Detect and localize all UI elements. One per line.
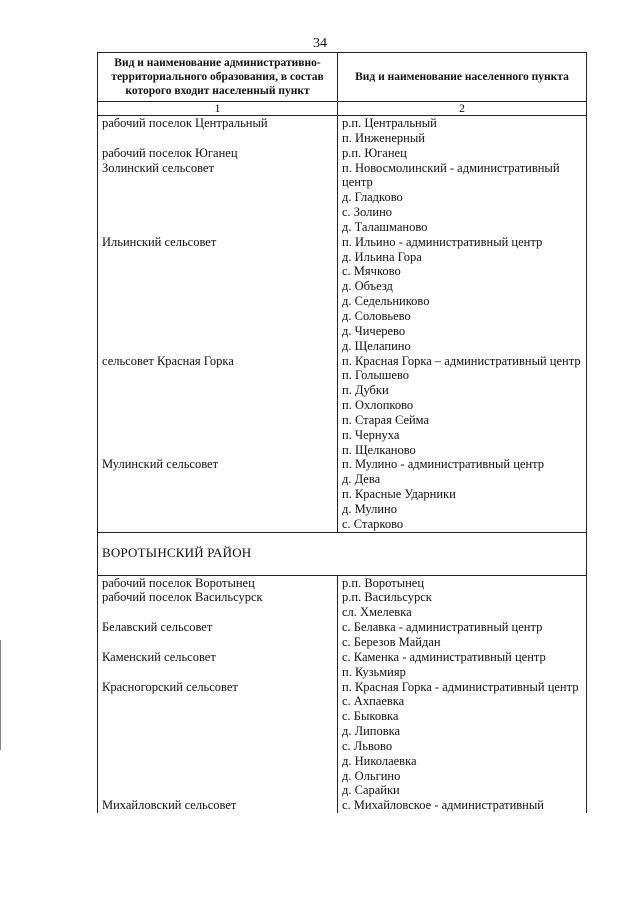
entity-name: Михайловский сельсовет [102,798,237,813]
entity-cell [98,457,338,532]
settlement-name: д. Мулино [342,501,397,516]
entity-cell [98,161,338,235]
settlement-name: д. Талашманово [342,219,428,234]
settlement-name: сл. Хмелевка [342,605,412,620]
settlement-name: д. Соловьево [342,308,411,323]
settlement-name: с. Быковка [342,709,399,724]
column-number-row [98,102,587,116]
settlement-name: п. Красная Горка – административный центр [342,353,581,368]
settlement-name: с. Золино [342,205,393,220]
region-row [98,532,587,575]
settlement-name: п. Красные Ударники [342,487,456,502]
settlement-name: п. Щелканово [342,442,416,457]
entity-name: рабочий поселок Юганец [102,145,238,160]
settlement-name: р.п. Центральный [342,116,437,130]
table-row [98,146,587,161]
settlement-name: с. Каменка - административный центр [342,649,546,664]
table-header-row [98,53,587,102]
settlement-name: д. Липовка [342,724,401,739]
settlements-cell [338,620,587,650]
entity-name: рабочий поселок Воротынец [102,575,255,590]
table-row [98,161,587,235]
settlement-name: п. Охлопково [342,398,414,413]
settlement-name: с. Львово [342,738,393,753]
settlement-name: д. Чичерево [342,323,406,338]
settlements-cell [338,116,587,146]
entity-cell [98,575,338,590]
settlement-name: р.п. Юганец [342,145,407,160]
settlements-table [97,52,587,813]
entity-cell [98,235,338,354]
settlements-cell [338,590,587,620]
settlement-name: п. Кузьмияр [342,664,406,679]
entity-name: Золинский сельсовет [102,160,214,175]
settlement-name: п. Дубки [342,383,389,398]
settlement-name: д. Сарайки [342,783,400,798]
settlement-name: с. Мячково [342,264,401,279]
settlement-name: п. Голышево [342,368,410,383]
settlement-name: р.п. Воротынец [342,575,425,590]
settlement-name: п. Новосмолинский - административный центр [342,160,560,190]
settlement-name: п. Старая Сейма [342,412,430,427]
settlement-name: п. Чернуха [342,427,400,442]
settlement-name: п. Инженерный [342,130,425,145]
entity-cell [98,620,338,650]
table-row [98,650,587,680]
table-row [98,235,587,354]
column-number-2: 2 [338,102,587,116]
table-row [98,620,587,650]
settlement-name: р.п. Васильсурск [342,590,432,605]
settlement-name: д. Ольгино [342,768,401,783]
entity-name: рабочий поселок Васильсурск [102,590,263,605]
header-col2: Вид и наименование населенного пункта [338,53,587,102]
settlement-name: с. Старково [342,516,404,531]
column-number-1: 1 [98,102,338,116]
entity-name: Белавский сельсовет [102,620,213,635]
entity-cell [98,650,338,680]
settlements-cell [338,354,587,458]
settlement-name: д. Ильина Гора [342,249,422,264]
scan-edge-mark [0,640,1,750]
entity-name: сельсовет Красная Горка [102,353,234,368]
settlement-name: п. Ильино - административный центр [342,234,543,249]
settlements-cell [338,161,587,235]
settlements-cell [338,650,587,680]
table-row [98,590,587,620]
settlement-name: д. Объезд [342,279,393,294]
entity-cell [98,354,338,458]
entity-cell [98,680,338,799]
entity-name: Мулинский сельсовет [102,457,219,472]
settlements-cell [338,457,587,532]
settlement-name: д. Щелапино [342,338,411,353]
settlement-name: д. Дева [342,472,381,487]
entity-cell [98,116,338,146]
table-row [98,354,587,458]
settlement-name: с. Михайловское - административный [342,798,544,813]
settlements-cell [338,798,587,813]
entity-cell [98,798,338,813]
settlement-name: д. Николаевка [342,753,417,768]
entity-name: рабочий поселок Центральный [102,116,268,130]
settlement-name: с. Белавка - административный центр [342,620,543,635]
entity-cell [98,590,338,620]
entity-name: Ильинский сельсовет [102,234,217,249]
page-number: 34 [313,36,327,51]
entity-cell [98,146,338,161]
settlements-cell [338,235,587,354]
table-row [98,798,587,813]
settlements-cell [338,146,587,161]
region-title: ВОРОТЫНСКИЙ РАЙОН [98,532,587,575]
settlement-name: п. Красная Горка - административный центр [342,679,579,694]
settlement-name: д. Седельниково [342,294,430,309]
table-row [98,680,587,799]
table-row [98,116,587,146]
table-row [98,575,587,590]
settlement-name: д. Гладково [342,190,403,205]
table-row [98,457,587,532]
entity-name: Каменский сельсовет [102,649,216,664]
settlements-cell [338,680,587,799]
settlements-cell [338,575,587,590]
entity-name: Красногорский сельсовет [102,679,238,694]
settlement-name: с. Березов Майдан [342,635,441,649]
header-col1: Вид и наименование административно-территориального образования, в состав которого входит населенный пункт [98,53,338,102]
settlement-name: с. Ахпаевка [342,694,405,709]
settlement-name: п. Мулино - административный центр [342,457,544,472]
